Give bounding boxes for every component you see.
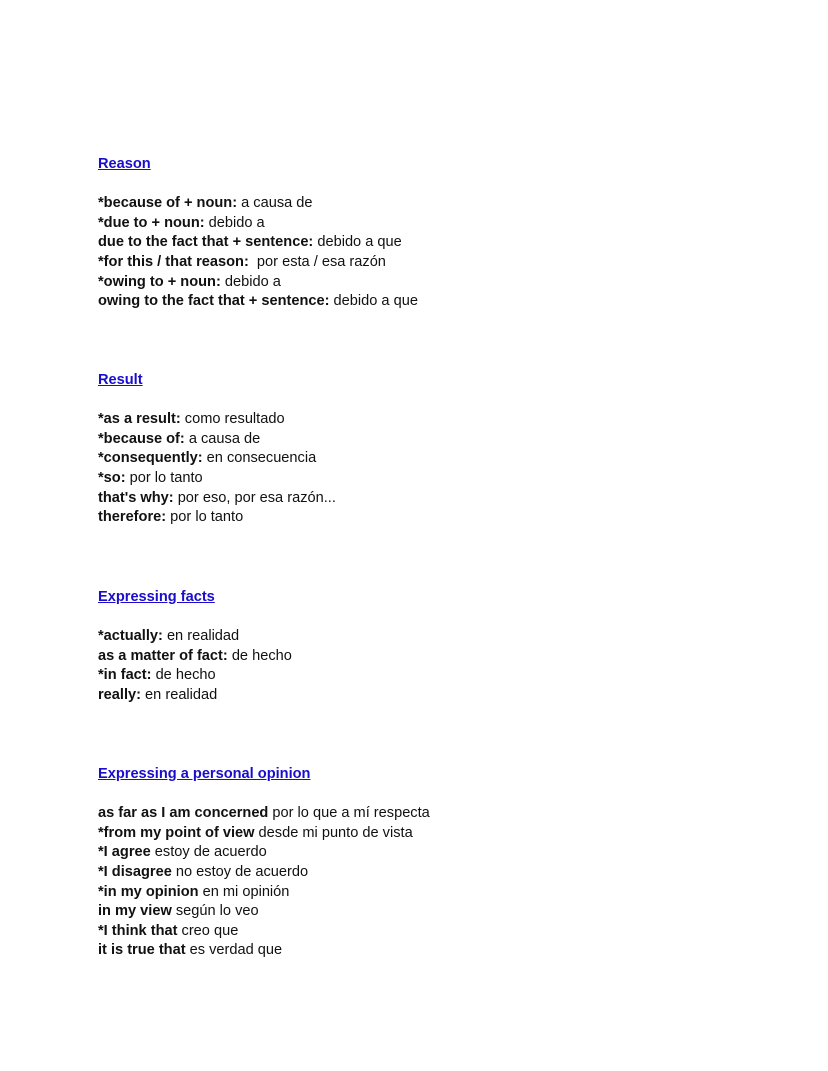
item-meaning: por eso, por esa razón... <box>173 489 336 506</box>
item-meaning: debido a <box>220 273 281 290</box>
item-meaning: en realidad <box>141 686 218 703</box>
item-meaning: debido a que <box>313 234 402 251</box>
list-item <box>98 804 430 824</box>
item-term: *I agree <box>98 844 151 861</box>
item-term: *I think that <box>98 922 178 939</box>
item-meaning: es verdad que <box>185 942 283 959</box>
item-meaning: por lo que a mí respecta <box>268 805 430 822</box>
item-meaning: según lo veo <box>171 903 259 920</box>
item-term: really: <box>98 686 141 703</box>
list-item <box>98 194 418 214</box>
item-term: in my view <box>98 903 172 920</box>
list-item <box>98 863 430 883</box>
item-term: *as a result: <box>98 411 181 428</box>
item-term: *owing to + noun: <box>98 273 221 290</box>
item-meaning: debido a <box>204 214 265 231</box>
item-term: that's why: <box>98 489 174 506</box>
item-meaning: de hecho <box>227 647 292 664</box>
item-term: as far as I am concerned <box>98 805 269 822</box>
item-term: *because of: <box>98 430 185 447</box>
item-meaning: desde mi punto de vista <box>254 824 413 841</box>
item-meaning: creo que <box>177 922 239 939</box>
item-meaning: por esta / esa razón <box>248 253 386 270</box>
item-list <box>98 627 292 705</box>
section-heading-link[interactable]: Result <box>98 372 143 388</box>
section-expressing-facts <box>98 588 292 706</box>
list-item <box>98 410 336 430</box>
item-list <box>98 194 418 312</box>
item-list <box>98 804 430 961</box>
item-meaning: en consecuencia <box>202 450 317 467</box>
item-meaning: no estoy de acuerdo <box>171 863 309 880</box>
item-list <box>98 410 336 528</box>
item-meaning: de hecho <box>151 667 216 684</box>
list-item <box>98 666 292 686</box>
item-meaning: como resultado <box>180 411 285 428</box>
item-term: *due to + noun: <box>98 214 205 231</box>
item-term: *actually: <box>98 628 163 645</box>
list-item <box>98 292 418 312</box>
list-item <box>98 922 430 942</box>
list-item <box>98 627 292 647</box>
list-item <box>98 430 336 450</box>
item-term: *consequently: <box>98 450 203 467</box>
section-heading-link[interactable]: Expressing facts <box>98 589 215 605</box>
item-term: due to the fact that + sentence: <box>98 234 314 251</box>
item-term: *I disagree <box>98 863 172 880</box>
list-item <box>98 902 430 922</box>
item-term: it is true that <box>98 942 186 959</box>
list-item <box>98 214 418 234</box>
list-item <box>98 686 292 706</box>
section-result <box>98 371 336 528</box>
list-item <box>98 449 336 469</box>
item-term: *for this / that reason: <box>98 253 249 270</box>
list-item <box>98 273 418 293</box>
section-reason <box>98 155 418 312</box>
item-meaning: por lo tanto <box>166 509 244 526</box>
item-term: *in fact: <box>98 667 152 684</box>
item-meaning: por lo tanto <box>125 469 203 486</box>
list-item <box>98 883 430 903</box>
item-meaning: debido a que <box>329 293 418 310</box>
item-term: *so: <box>98 469 126 486</box>
item-meaning: a causa de <box>184 430 261 447</box>
section-personal-opinion <box>98 765 430 961</box>
item-term: owing to the fact that + sentence: <box>98 293 330 310</box>
item-meaning: en realidad <box>162 628 240 645</box>
section-heading-link[interactable]: Reason <box>98 156 151 172</box>
list-item <box>98 824 430 844</box>
list-item <box>98 469 336 489</box>
list-item <box>98 941 430 961</box>
list-item <box>98 253 418 273</box>
item-term: therefore: <box>98 509 167 526</box>
list-item <box>98 647 292 667</box>
item-term: *because of + noun: <box>98 195 238 212</box>
list-item <box>98 233 418 253</box>
section-heading-link[interactable]: Expressing a personal opinion <box>98 766 311 782</box>
list-item <box>98 843 430 863</box>
item-term: as a matter of fact: <box>98 647 228 664</box>
item-term: *from my point of view <box>98 824 255 841</box>
list-item <box>98 489 336 509</box>
item-meaning: a causa de <box>237 195 313 212</box>
list-item <box>98 508 336 528</box>
item-term: *in my opinion <box>98 883 199 900</box>
item-meaning: en mi opinión <box>198 883 290 900</box>
item-meaning: estoy de acuerdo <box>150 844 267 861</box>
